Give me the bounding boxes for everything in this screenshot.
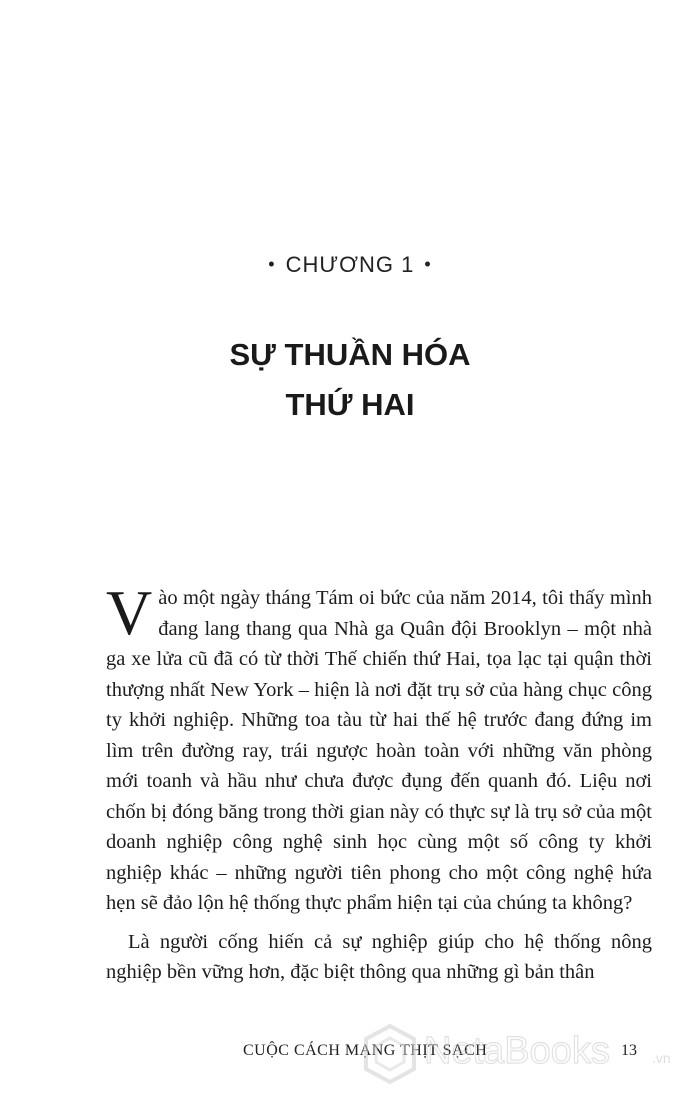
paragraph-1-text: ào một ngày tháng Tám oi bức của năm 2014, tôi thấy mình đang lang thang qua Nhà ga Quân đội Brooklyn – một nhà ga xe lửa cũ đã có từ thời Thế chiến thứ Hai, tọa lạc tại quận thời thượng nhất New York – hiện là nơi đặt trụ sở của hàng chục công ty khởi nghiệp. Những toa tàu từ hai thế hệ trước đang đứng im lìm trên đường ray, trái ngược hoàn toàn với những văn phòng mới toanh và hầu như chưa được đụng đến quanh đó. Liệu nơi chốn bị đóng băng trong thời gian này có thực sự là trụ sở của một doanh nghiệp công nghệ sinh học cùng một số công ty khởi nghiệp khác – những người tiên phong cho một công nghệ hứa hẹn sẽ đảo lộn hệ thống thực phẩm hiện tại của chúng ta không? (106, 587, 652, 914)
chapter-label (0, 252, 700, 278)
watermark (362, 1020, 692, 1090)
body-text (106, 577, 652, 988)
paragraph-2: Là người cống hiến cả sự nghiệp giúp cho hệ thống nông nghiệp bền vững hơn, đặc biệt thông qua những gì bản thân (106, 930, 652, 983)
chapter-title (0, 330, 700, 430)
watermark-suffix: .vn (652, 1050, 671, 1066)
chapter-title-line-2: THỨ HAI (285, 387, 415, 422)
chapter-number: CHƯƠNG 1 (285, 252, 415, 277)
paragraph-1 (106, 577, 652, 919)
watermark-brand: NetaBooks (424, 1030, 610, 1072)
bullet-icon: • (424, 254, 432, 274)
running-title: CUỘC CÁCH MẠNG THỊT SẠCH (243, 1042, 488, 1059)
bullet-icon: • (268, 254, 276, 274)
cube-logo-icon (362, 1022, 418, 1086)
chapter-title-line-1: SỰ THUẦN HÓA (229, 337, 471, 372)
drop-cap: V (106, 577, 153, 648)
page-number: 13 (621, 1042, 637, 1059)
